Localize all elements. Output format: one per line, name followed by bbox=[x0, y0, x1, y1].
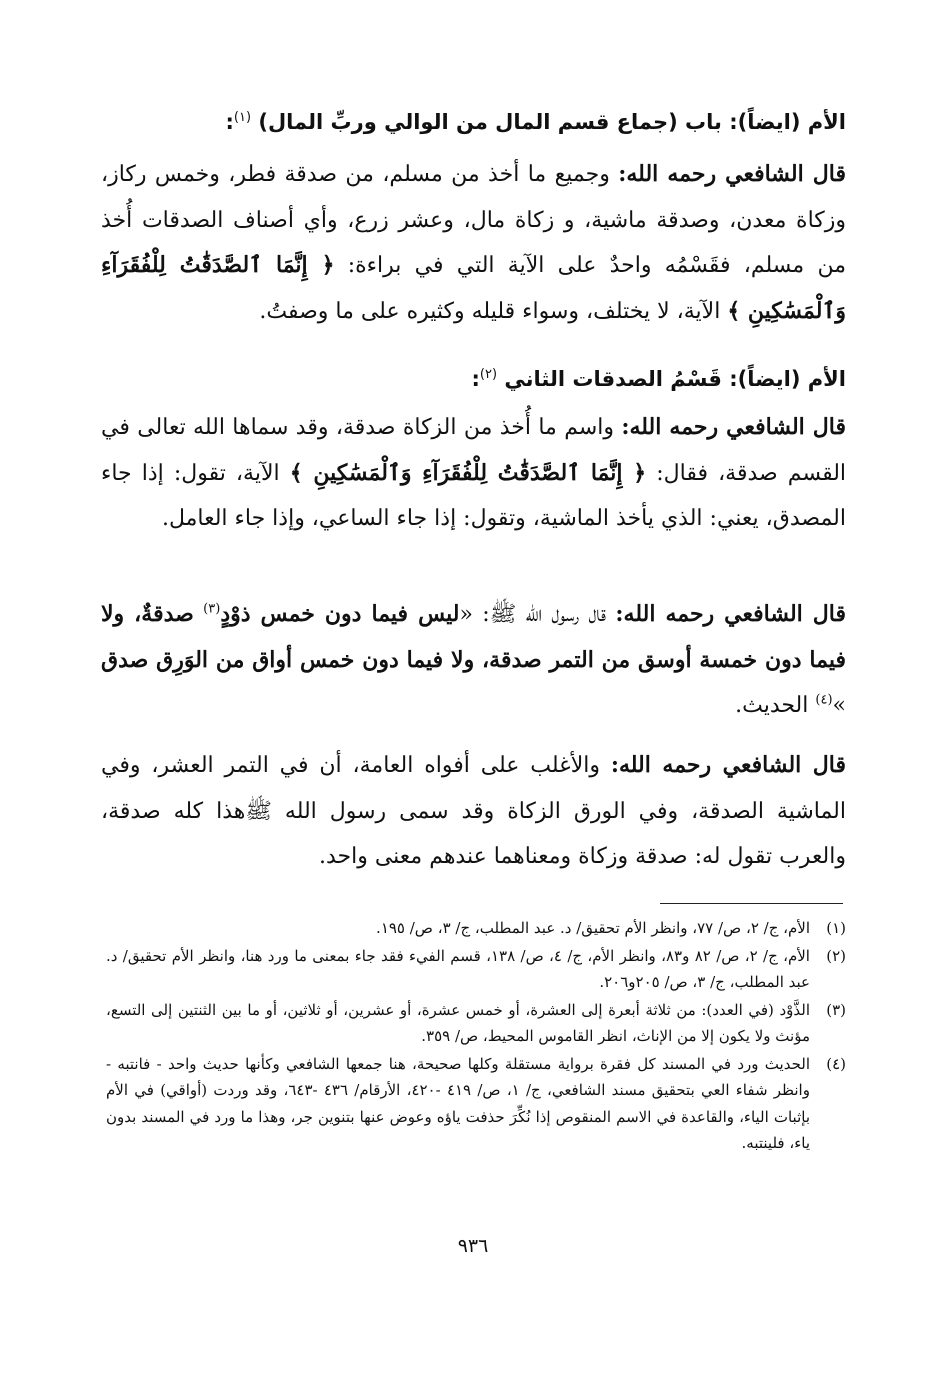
paragraph-tail: الآية، لا يختلف، وسواء قليله وكثيره على ما وصفتُ. bbox=[259, 298, 721, 324]
footnotes bbox=[106, 915, 846, 1158]
paragraph-lead: قال الشافعي رحمه الله: bbox=[615, 601, 847, 627]
paragraph-text: وجميع ما أخذ من مسلم، من صدقة فطر، وخمس ركاز، وزكاة معدن، وصدقة ماشية، و زكاة مال، وعشر زرع، وأي أصناف الصدقات أُخذ من مسلم، فقَسْمُه واحدٌ على الآية التي في براءة: bbox=[101, 162, 846, 278]
page-number: ٩٣٦ bbox=[457, 1235, 489, 1257]
hadith-text-b: صدقةٌ، ولا فيما دون خمسة أوسق من التمر صدقة، ولا فيما دون خمس أواق من الوَرِق صدق bbox=[101, 601, 846, 673]
footnote-item bbox=[106, 997, 846, 1050]
footnote-item bbox=[106, 915, 846, 942]
section-heading-2-text: الأم (ايضاً): قَسْمُ الصدقات الثاني bbox=[504, 367, 846, 391]
footnote-text: الأم، ج/ ٢، ص/ ٨٢ و٨٣، وانظر الأم، ج/ ٤، ص/ ١٣٨، قسم الفيء فقد جاء بمعنى ما ورد هنا، وانظر الأم تحقيق/ د. عبد المطلب، ج/ ٣، ص/ ٢٠٥و٢٠٦. bbox=[106, 946, 810, 991]
footnote-number: (٤) bbox=[826, 1054, 846, 1073]
footnote-ref-3[interactable]: (٣) bbox=[203, 601, 221, 617]
footnote-ref-2[interactable]: (٢) bbox=[479, 367, 498, 382]
paragraph-tail: الآية، تقول: إذا جاء المصدق، يعني: الذي يأخذ الماشية، وتقول: إذا جاء الساعي، وإذا جاء العامل. bbox=[101, 460, 846, 531]
footnote-item bbox=[106, 943, 846, 996]
paragraph-3 bbox=[101, 592, 846, 729]
section-heading-1 bbox=[106, 98, 846, 142]
quote-close-mark: » bbox=[832, 693, 846, 718]
hadith-text-a: ليس فيما دون خمس ذوْدٍ bbox=[220, 601, 460, 627]
paragraph-text: واسم ما أُخذ من الزكاة صدقة، وقد سماها الله تعالى في القسم صدقة، فقال: bbox=[101, 415, 847, 486]
footnote-text: الذَّوْد (في العدد): من ثلاثة أبعرة إلى العشرة، أو خمس عشرة، أو عشرين، أو ثلاثين، أو ما بين الثنتين إلى التسع، مؤنث ولا يكون إلا من الإناث، انظر القاموس المحيط، ص/ ٣٥٩. bbox=[106, 1000, 810, 1045]
footnote-number: (١) bbox=[826, 919, 846, 937]
quote-open-mark: « bbox=[459, 602, 473, 627]
paragraph-text: والأغلب على أفواه العامة، أن في التمر العشر، وفي الماشية الصدقة، وفي الورق الزكاة وقد سمى رسول الله ﷺهذا كله صدقة، والعرب تقول له: صدقة وزكاة ومعناهما عندهم معنى واحد. bbox=[101, 753, 846, 869]
paragraph-1 bbox=[101, 152, 846, 334]
footnote-divider bbox=[660, 903, 843, 904]
footnote-ref-4[interactable]: (٤) bbox=[815, 692, 833, 708]
footnote-text: الأم، ج/ ٢، ص/ ٧٧، وانظر الأم تحقيق/ د. عبد المطلب، ج/ ٣، ص/ ١٩٥. bbox=[376, 919, 810, 937]
paragraph-2 bbox=[101, 405, 846, 542]
paragraph-4 bbox=[101, 743, 846, 880]
section-heading-2 bbox=[106, 355, 846, 399]
section-heading-1-text: الأم (ايضاً): باب (جماع قسم المال من الوالي وربِّ المال) bbox=[258, 110, 846, 134]
paragraph-tail: الحديث. bbox=[735, 693, 809, 718]
heading-colon: : bbox=[471, 367, 480, 391]
quran-verse: ﴿ إِنَّمَا ٱلصَّدَقَٰتُ لِلْفُقَرَآءِ وَٱلْمَسَٰكِينِ ﴾ bbox=[289, 459, 647, 486]
paragraph-lead: قال الشافعي رحمه الله: bbox=[618, 161, 846, 187]
footnote-number: (٣) bbox=[826, 1000, 846, 1019]
footnote-number: (٢) bbox=[826, 946, 846, 965]
footnote-item bbox=[106, 1051, 846, 1157]
heading-colon: : bbox=[225, 110, 234, 134]
footnote-text: الحديث ورد في المسند كل فقرة برواية مستقلة وكلها صحيحة، هنا جمعها الشافعي وكأنها حديث واحد - فانتبه - وانظر شفاء العي بتحقيق مسند الشافعي، ج/ ١، ص/ ٤١٩ -٤٢٠، الأرقام/ ٤٣٦ -٦٤٣، وقد وردت (أواقي) في الأم بإثبات الياء، والقاعدة في الاسم المنقوص إذا نُكِّرَ حذفت ياؤه وعوض عنها بتنوين جر، وهذا ما ورد في المسند بدون ياء، فلينتبه. bbox=[106, 1054, 810, 1152]
paragraph-lead: قال الشافعي رحمه الله: bbox=[621, 414, 846, 440]
paragraph-lead: قال الشافعي رحمه الله: bbox=[610, 752, 847, 778]
paragraph-text: قال رسول الله ﷺ: bbox=[482, 602, 607, 627]
quran-verse: ﴿ إِنَّمَا ٱلصَّدَقَٰتُ لِلْفُقَرَآءِ وَٱلْمَسَٰكِينِ ﴾ bbox=[101, 252, 846, 324]
footnote-ref-1[interactable]: (١) bbox=[233, 110, 252, 125]
